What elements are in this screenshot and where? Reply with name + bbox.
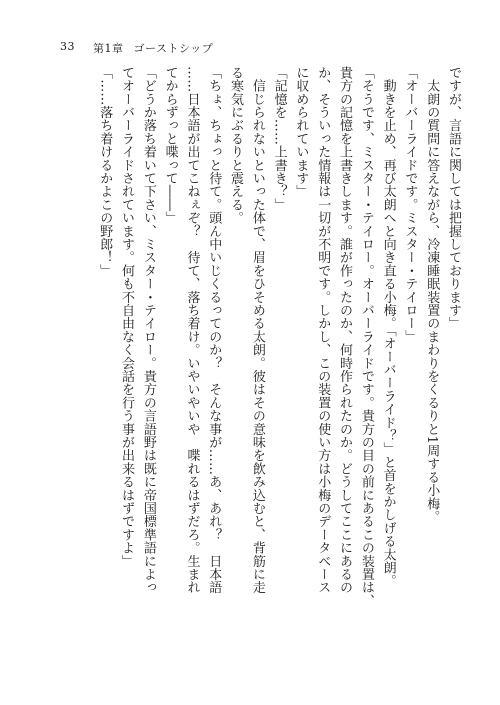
text-block <box>60 66 464 672</box>
text-line: 「ちょ、ちょっと待て。頭ん中いじくるってのか？ そんな事が……あ、あれ？ 日本語 <box>206 66 222 594</box>
text-line: 「……落ち着けるかよこの野郎！」 <box>97 66 113 278</box>
text-line: に収められています」 <box>293 66 309 198</box>
text-line: る寒気にぶるりと震える。 <box>228 66 244 225</box>
text-line: か、そういった情報は一切が不明です。しかし、この装置の使い方は小梅のデータベース <box>315 66 331 594</box>
text-line: 動きを止め、再び太朗へと向き直る小梅。「オーバーライド？」と首をかしげる太朗。 <box>380 66 396 588</box>
text-line: 「記憶を……上書き？」 <box>271 66 287 212</box>
text-line: てオーバーライドされています。何も不自由なく会話を行う事が出来るはずですよ」 <box>119 66 135 568</box>
text-line: 「そうです、ミスター・テイロー。オーバーライドです。貴方の目の前にあるこの装置は、 <box>358 66 374 608</box>
text-line: てからずっと喋って――」 <box>162 66 178 225</box>
chapter-heading <box>93 40 213 56</box>
text-line: ですが、言語に関しては把握しております」 <box>446 66 461 330</box>
chapter-number: 第1章 <box>93 42 124 55</box>
chapter-title: ゴーストシップ <box>133 42 214 55</box>
text-line: 太朗の質問に答えながら、冷凍睡眠装置のまわりをくるりと1周する小梅。 <box>424 66 440 524</box>
vertical-text-column <box>60 66 464 672</box>
running-header <box>60 40 213 56</box>
text-line: ……日本語が出てこねぇぞ？ 待て、落ち着け。いやいやいや 喋れるはずだろ。生まれ <box>184 66 200 594</box>
text-line: 「オーバーライドです。ミスター・テイロー」 <box>402 66 418 344</box>
text-line: 貴方の記憶を上書きします。誰が作ったのか、何時作られたのか。どうしてここにあるの <box>337 66 353 594</box>
page-number: 33 <box>60 40 75 53</box>
text-line: 信じられないといった体で、眉をひそめる太朗。彼はその意味を飲み込むと、背筋に走 <box>249 66 265 594</box>
text-line: 「どうか落ち着いて下さい、ミスター・テイロー。貴方の言語野は既に帝国標準語によっ <box>140 66 156 594</box>
